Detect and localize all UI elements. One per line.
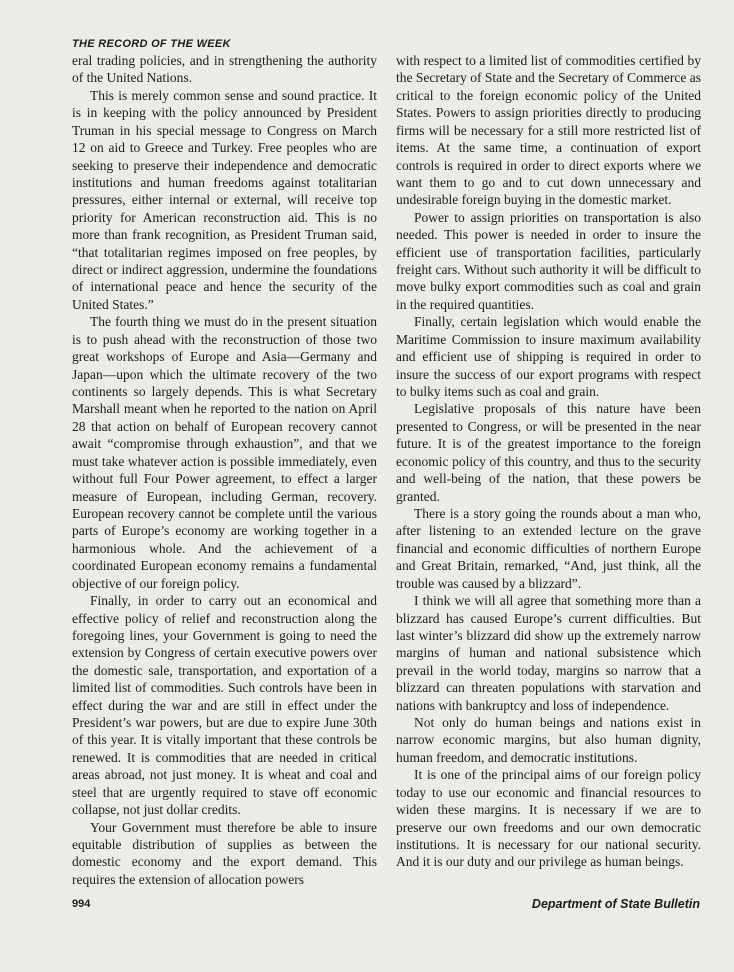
paragraph: This is merely common sense and sound practice. It is in keeping with the policy announced by President Truman in his special message to Congress on March 12 on aid to Greece and Turkey. Free peoples who are seeking to preserve their independence and democratic institutions and human freedoms against totalitarian pressures, either internal or external, will receive top priority for American reconstruction aid. This is no more than frank recognition, as President Truman said, “that totalitarian regimes imposed on free peoples, by direct or indirect aggression, undermine the foundations of international peace and hence the security of the United States.” (72, 87, 377, 312)
paragraph: There is a story going the rounds about a man who, after listening to an extended lecture on the grave financial and economic difficulties of northern Europe and Great Britain, remarked, “And, just think, all the trouble was caused by a blizzard”. (396, 505, 701, 591)
paragraph: I think we will all agree that something more than a blizzard has caused Europe’s current difficulties. But last winter’s blizzard did show up the extremely narrow margins of human and national subsistence which prevail in the world today, margins so narrow that a blizzard can threaten populations with starvation and nations with bankruptcy and loss of independence. (396, 593, 701, 713)
paragraph: It is one of the principal aims of our foreign policy today to use our economic and financial resources to widen these margins. It is necessary if we are to preserve our own freedoms and our own democratic institutions. It is necessary for our national security. And it is our duty and our privilege as human beings. (396, 767, 701, 870)
paragraph: Finally, certain legislation which would enable the Maritime Commission to insure maximum availability and efficient use of shipping is required in order to insure the success of our export programs with respect to bulky items such as coal and grain. (396, 314, 701, 400)
page-number: 994 (72, 898, 91, 910)
left-column (72, 52, 377, 888)
paragraph: Finally, in order to carry out an economical and effective policy of relief and reconstruction along the foregoing lines, your Government is going to need the extension by Congress of certain executive powers over the domestic sale, transportation, and exportation of a limited list of commodities. Such controls have been in effect during the war and are still in effect under the President’s war powers, but are due to expire June 30th of this year. It is vitally important that these controls be renewed. It is commodities that are needed in critical areas abroad, not just money. It is wheat and coal and steel that are urgently required to stave off economic collapse, not just dollar credits. (72, 593, 377, 818)
paragraph: eral trading policies, and in strengthening the authority of the United Nations. (72, 53, 377, 86)
paragraph: Not only do human beings and nations exist in narrow economic margins, but also human dignity, human freedom, and democratic institutions. (396, 715, 701, 765)
paragraph: Legislative proposals of this nature have been presented to Congress, or will be presented in the near future. It is of the greatest importance to the foreign economic policy of this country, and thus to the security and well-being of the nation, that these powers be granted. (396, 401, 701, 504)
right-column (396, 52, 701, 871)
paragraph: The fourth thing we must do in the present situation is to push ahead with the reconstruction of those two great workshops of Europe and Asia—Germany and Japan—upon which the ultimate recovery of the two continents so largely depends. This is what Secretary Marshall meant when he reported to the nation on April 28 that action on behalf of European recovery cannot await “compromise through exhaustion”, and that we must take whatever action is possible immediately, even without full Four Power agreement, to effect a larger measure of European, including German, recovery. European recovery cannot be complete until the various parts of Europe’s economy are working together in a harmonious whole. And the achievement of a coordinated European economy remains a fundamental objective of our foreign policy. (72, 314, 377, 591)
paragraph: Your Government must therefore be able to insure equitable distribution of supplies as between the domestic economy and the export demand. This requires the extension of allocation powers (72, 819, 377, 887)
paragraph: Power to assign priorities on transportation is also needed. This power is needed in order to insure the efficient use of transportation facilities, particularly freight cars. Without such authority it will be difficult to move bulky export commodities such as coal and grain in the required quantities. (396, 209, 701, 312)
publication-title: Department of State Bulletin (531, 897, 700, 911)
paragraph: with respect to a limited list of commodities certified by the Secretary of State and the Secretary of Commerce as critical to the foreign economic policy of the United States. Powers to assign priorities directly to producing firms will be necessary for a still more restricted list of items. At the same time, a continuation of export controls is required in order to direct exports where we want them to go and to cut down unnecessary and undesirable foreign buying in the domestic market. (396, 53, 701, 208)
running-head: THE RECORD OF THE WEEK (72, 38, 231, 50)
